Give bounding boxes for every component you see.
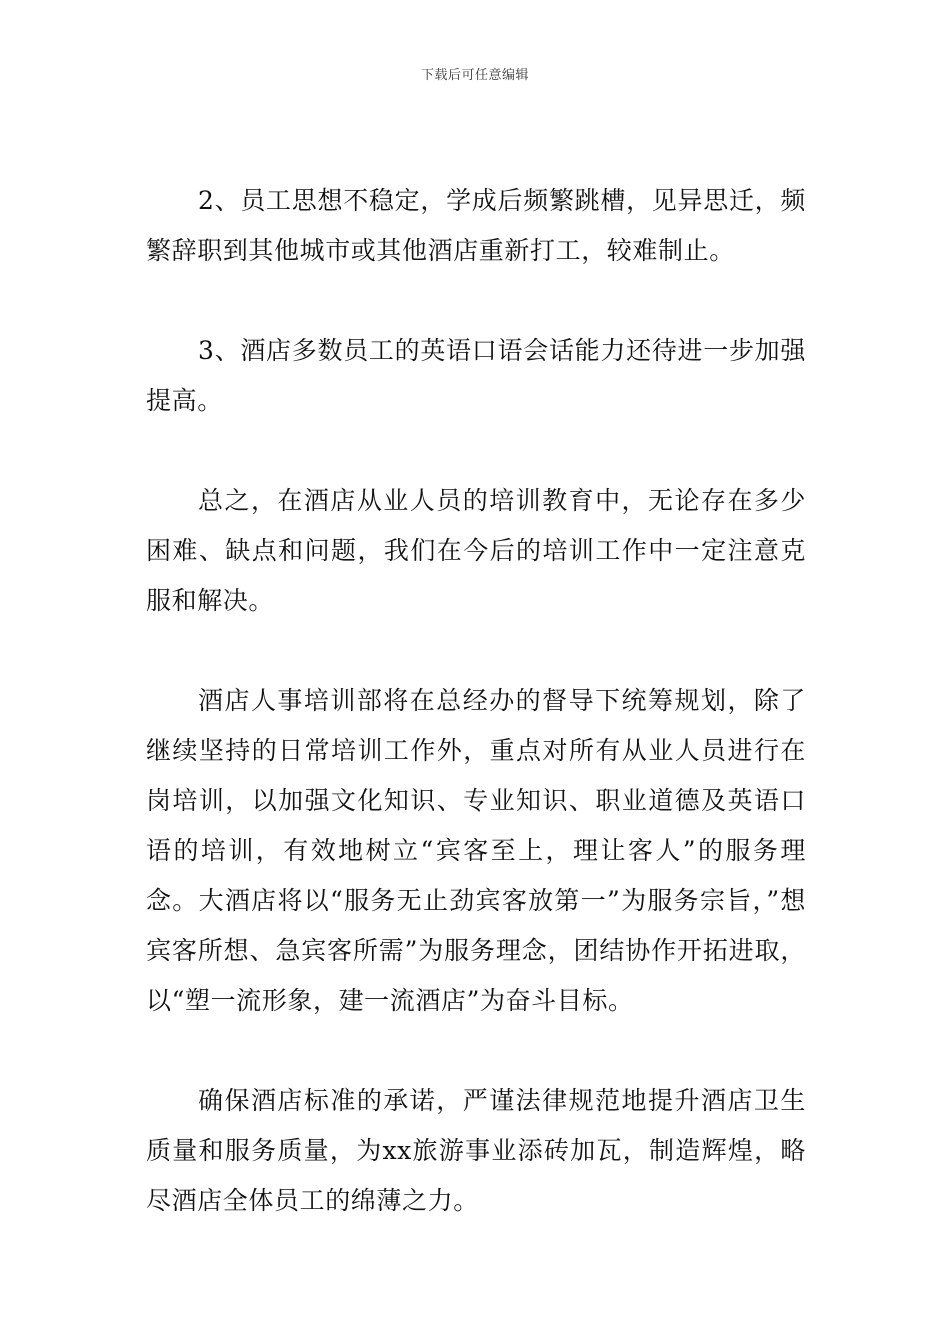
paragraph-commitment: 确保酒店标准的承诺，严谨法律规范地提升酒店卫生质量和服务质量，为xx旅游事业添砖加瓦，制造辉煌，略尽酒店全体员工的绵薄之力。 <box>146 1086 806 1215</box>
paragraph-summary: 总之，在酒店从业人员的培训教育中，无论存在多少困难、缺点和问题，我们在今后的培训工作中一定注意克服和解决。 <box>146 486 806 615</box>
paragraph-point-3: 3、酒店多数员工的英语口语会话能力还待进一步加强提高。 <box>146 336 806 415</box>
document-body <box>146 176 806 1276</box>
paragraph-point-2: 2、员工思想不稳定，学成后频繁跳槽，见异思迁，频繁辞职到其他城市或其他酒店重新打工，较难制止。 <box>146 186 806 265</box>
page-header: 下载后可任意编辑 <box>420 68 529 83</box>
paragraph-training-plan: 酒店人事培训部将在总经办的督导下统筹规划，除了继续坚持的日常培训工作外，重点对所有从业人员进行在岗培训，以加强文化知识、专业知识、职业道德及英语口语的培训，有效地树立“宾客至上，理让客人”的服务理念。大酒店将以“服务无止劲宾客放第一”为服务宗旨，”想宾客所想、急宾客所需”为服务理念，团结协作开拓进取，以“塑一流形象，建一流酒店”为奋斗目标。 <box>146 686 806 1015</box>
